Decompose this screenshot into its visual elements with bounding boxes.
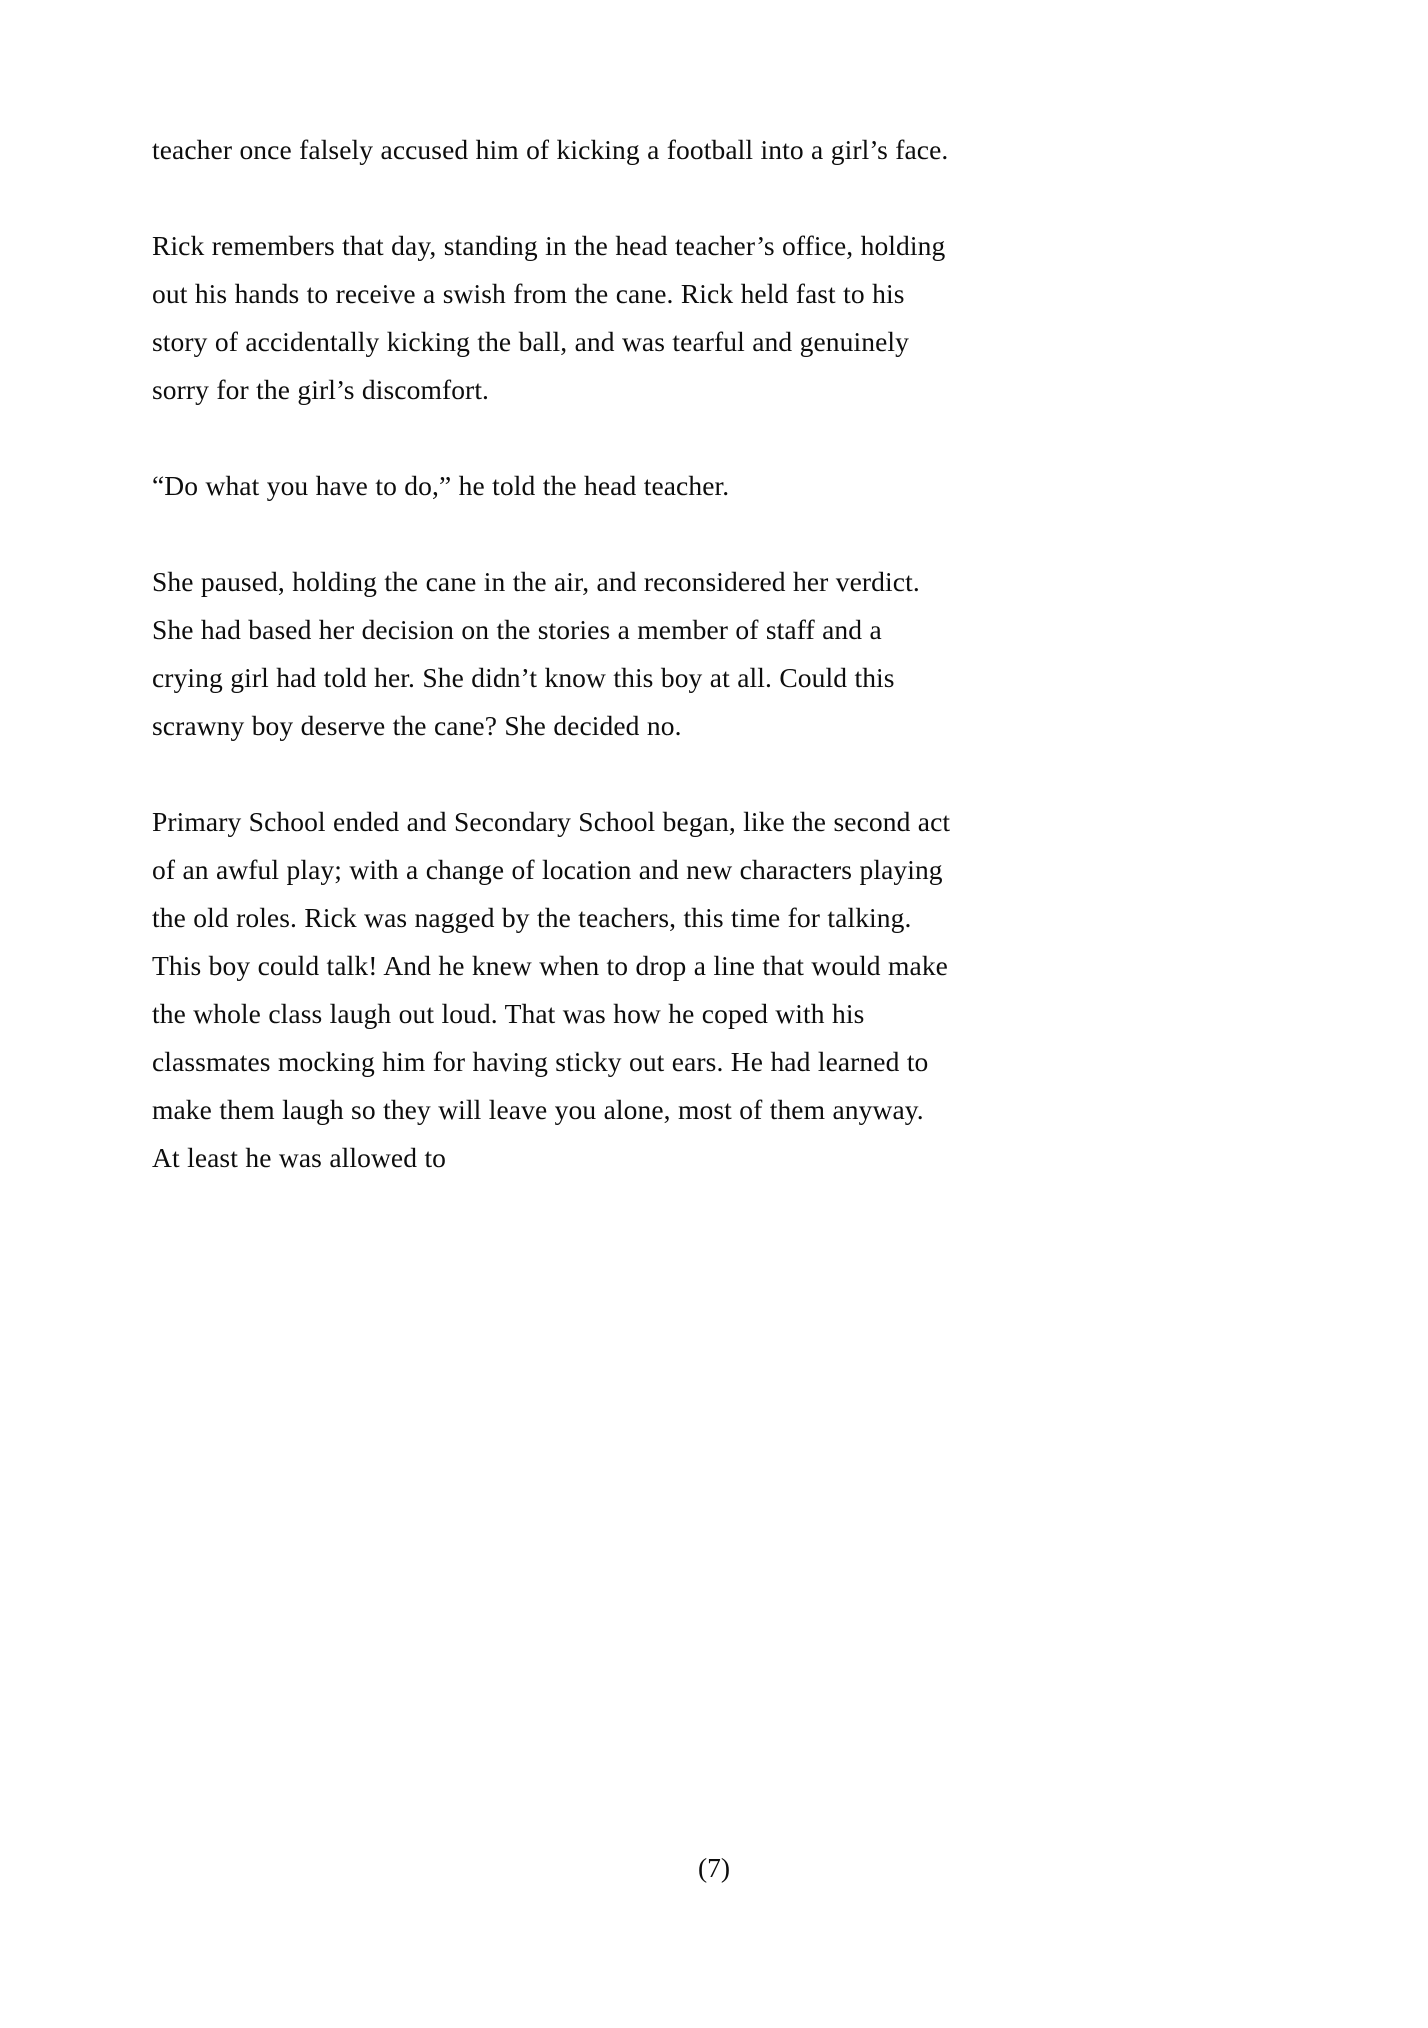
paragraph: “Do what you have to do,” he told the head teacher.: [152, 470, 730, 501]
page-number: (7): [697, 1852, 731, 1883]
paragraph: She paused, holding the cane in the air, and reconsidered her verdict. She had based her decision on the stories a member of staff and a crying girl had told her. She didn’t know this boy at all. Could this scrawny boy deserve the cane? She decided no.: [152, 566, 920, 741]
page-body-text: [152, 126, 952, 1182]
paragraph: Primary School ended and Secondary School began, like the second act of an awful play; with a change of location and new characters playing the old roles. Rick was nagged by the teachers, this time for talking. This boy could talk! And he knew when to drop a line that would make the whole class laugh out loud. That was how he coped with his classmates mocking him for having sticky out ears. He had learned to make them laugh so they will leave you alone, most of them anyway. At least he was allowed to: [152, 806, 951, 1173]
paragraph: teacher once falsely accused him of kicking a football into a girl’s face.: [152, 134, 949, 165]
paragraph: Rick remembers that day, standing in the head teacher’s office, holding out his hands to receive a swish from the cane. Rick held fast to his story of accidentally kicking the ball, and was tearful and genuinely sorry for the girl’s discomfort.: [152, 230, 946, 405]
